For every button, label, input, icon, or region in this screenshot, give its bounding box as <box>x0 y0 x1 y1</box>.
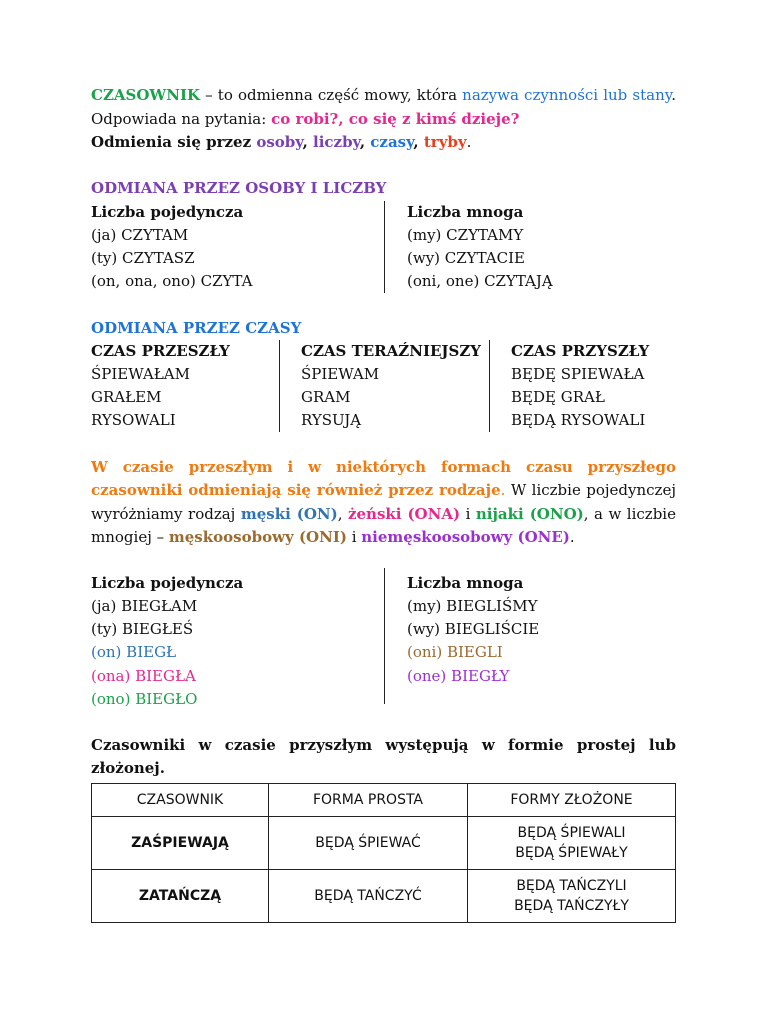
term-meski: męski (ON) <box>240 504 338 523</box>
table-row <box>92 869 676 922</box>
term-czasownik: CZASOWNIK <box>91 86 201 104</box>
intro-paragraph <box>91 84 676 131</box>
row-ty-biec <box>91 618 407 641</box>
document-page <box>91 84 676 923</box>
sep: . <box>500 481 506 499</box>
row-oni: (oni, one) CZYTAJĄ <box>407 272 553 291</box>
sep: i <box>346 528 362 546</box>
sep: , <box>413 133 424 151</box>
sep: i <box>460 504 476 523</box>
sep: , <box>302 133 314 151</box>
cell-compound <box>468 816 676 869</box>
sep: . <box>569 528 575 546</box>
cell: ŚPIEWAM <box>301 364 380 383</box>
verb-form: BIEGŁ <box>126 643 177 662</box>
czasy-table <box>91 340 676 434</box>
col-pojedyncza-biec <box>91 572 407 712</box>
intro-text-2: . Odpowiada na pytania: <box>91 86 676 128</box>
cell: BĘDĘ GRAŁ <box>511 388 605 407</box>
row-wy: (wy) CZYTACIE <box>407 249 525 268</box>
header-liczba-pojedyncza: Liczba pojedyncza <box>91 573 244 592</box>
table-header-row <box>92 783 676 816</box>
cell: BĘDĘ SPIEWAŁA <box>511 364 645 383</box>
compound-form: BĘDĄ ŚPIEWAŁY <box>515 844 628 861</box>
row-my-biec <box>407 595 539 618</box>
intro-text: – to odmienna część mowy, która <box>200 86 463 104</box>
col-terazniejszy <box>301 340 511 434</box>
row-one-biec <box>407 665 539 688</box>
cell: BĘDĄ RYSOWALI <box>511 411 646 430</box>
row-wy-biec <box>407 618 539 641</box>
cell: RYSUJĄ <box>301 411 362 430</box>
osoby-table <box>91 201 676 295</box>
pronoun: (ja) <box>91 596 122 615</box>
pronoun: (ty) <box>91 620 122 639</box>
verb-form: BIEGŁY <box>451 666 510 685</box>
term-pytania: co robi?, co się z kimś dzieje? <box>271 109 520 128</box>
term-zenski: żeński (ONA) <box>348 504 461 523</box>
heading-osoby-liczby: ODMIANA PRZEZ OSOBY I LICZBY <box>91 178 387 197</box>
term-osoby: osoby <box>256 133 303 151</box>
cell-verb: ZAŚPIEWAJĄ <box>92 816 269 869</box>
future-note: Czasowniki w czasie przyszłym występują w formie prostej lub złożonej. <box>91 735 676 777</box>
row-ty: (ty) CZYTASZ <box>91 249 195 268</box>
compound-form: BĘDĄ ŚPIEWALI <box>517 824 626 841</box>
sep: , <box>337 504 348 523</box>
pronoun: (on) <box>91 643 127 662</box>
rodzaje-paragraph <box>91 456 676 550</box>
column-divider <box>384 568 385 704</box>
header-liczba-mnoga: Liczba mnoga <box>407 573 524 592</box>
cell: GRAŁEM <box>91 388 162 407</box>
rodzaje-highlight: W czasie przeszłym i w niektórych formach czasu przyszłego czasowniki odmieniają się również przez rodzaje <box>91 457 676 499</box>
verb-form: BIEGŁEŚ <box>121 620 194 639</box>
col-przyszly <box>511 340 649 434</box>
th-czasownik: CZASOWNIK <box>92 783 269 816</box>
header-liczba-pojedyncza: Liczba pojedyncza <box>91 202 244 221</box>
row-ja: (ja) CZYTAM <box>91 225 189 244</box>
column-divider <box>489 340 490 432</box>
term-liczby: liczby <box>313 133 360 151</box>
pronoun: (ono) <box>91 689 136 708</box>
column-divider <box>384 201 385 293</box>
verb-form: BIEGLI <box>446 643 503 662</box>
cell-simple: BĘDĄ ŚPIEWAĆ <box>269 816 468 869</box>
term-czasy: czasy <box>370 133 414 151</box>
verb-form: BIEGŁO <box>135 689 198 708</box>
cell-simple: BĘDĄ TAŃCZYĆ <box>269 869 468 922</box>
heading-czasy: ODMIANA PRZEZ CZASY <box>91 318 302 337</box>
pronoun: (ona) <box>91 666 136 685</box>
cell: ŚPIEWAŁAM <box>91 364 190 383</box>
odmienia-label: Odmienia się przez <box>91 133 257 151</box>
verb-form: BIEGŁAM <box>121 596 198 615</box>
row-oni-biec <box>407 641 539 664</box>
compound-form: BĘDĄ TAŃCZYŁY <box>514 897 629 914</box>
row-ono-biec <box>91 688 407 711</box>
column-divider <box>279 340 280 432</box>
th-formy-zlozone: FORMY ZŁOŻONE <box>468 783 676 816</box>
cell: GRAM <box>301 388 351 407</box>
header-terazniejszy: CZAS TERAŹNIEJSZY <box>301 341 481 360</box>
sep: . <box>466 133 472 151</box>
verb-form: BIEGLIŚMY <box>446 596 538 615</box>
col-przeszly <box>91 340 301 434</box>
header-przyszly: CZAS PRZYSZŁY <box>511 341 650 360</box>
row-ja-biec <box>91 595 407 618</box>
compound-form: BĘDĄ TAŃCZYLI <box>516 877 627 894</box>
term-nijaki: nijaki (ONO) <box>475 504 584 523</box>
term-meskoosobowy: męskoosobowy (ONI) <box>168 528 347 546</box>
row-ona-biec <box>91 665 407 688</box>
header-liczba-mnoga: Liczba mnoga <box>407 202 524 221</box>
pronoun: (one) <box>407 666 452 685</box>
col-mnoga <box>407 201 553 295</box>
verb-form: BIEGLIŚCIE <box>444 620 540 639</box>
rodzaje-text: W liczbie pojedynczej wyróżniamy rodzaj <box>91 481 676 523</box>
term-niemeskoosobowy: niemęskoosobowy (ONE) <box>361 528 570 546</box>
cell-compound <box>468 869 676 922</box>
cell-verb: ZATAŃCZĄ <box>92 869 269 922</box>
col-pojedyncza <box>91 201 407 295</box>
intro-odmienia <box>91 131 676 155</box>
future-forms-table <box>91 783 676 923</box>
table-row <box>92 816 676 869</box>
sep: , <box>359 133 371 151</box>
col-mnoga-biec <box>407 572 539 712</box>
row-on-biec <box>91 641 407 664</box>
term-nazywa: nazywa czynności lub stany <box>462 86 672 104</box>
biec-table <box>91 572 676 712</box>
cell: RYSOWALI <box>91 411 176 430</box>
row-on: (on, ona, ono) CZYTA <box>91 272 253 291</box>
verb-form: BIEGŁA <box>135 666 196 685</box>
row-my: (my) CZYTAMY <box>407 225 524 244</box>
header-przeszly: CZAS PRZESZŁY <box>91 341 230 360</box>
pronoun: (oni) <box>407 643 447 662</box>
rodzaje-text-2: , a w liczbie mnogiej – <box>91 504 676 546</box>
term-tryby: tryby <box>423 133 467 151</box>
pronoun: (my) <box>407 596 447 615</box>
pronoun: (wy) <box>407 620 445 639</box>
th-forma-prosta: FORMA PROSTA <box>269 783 468 816</box>
